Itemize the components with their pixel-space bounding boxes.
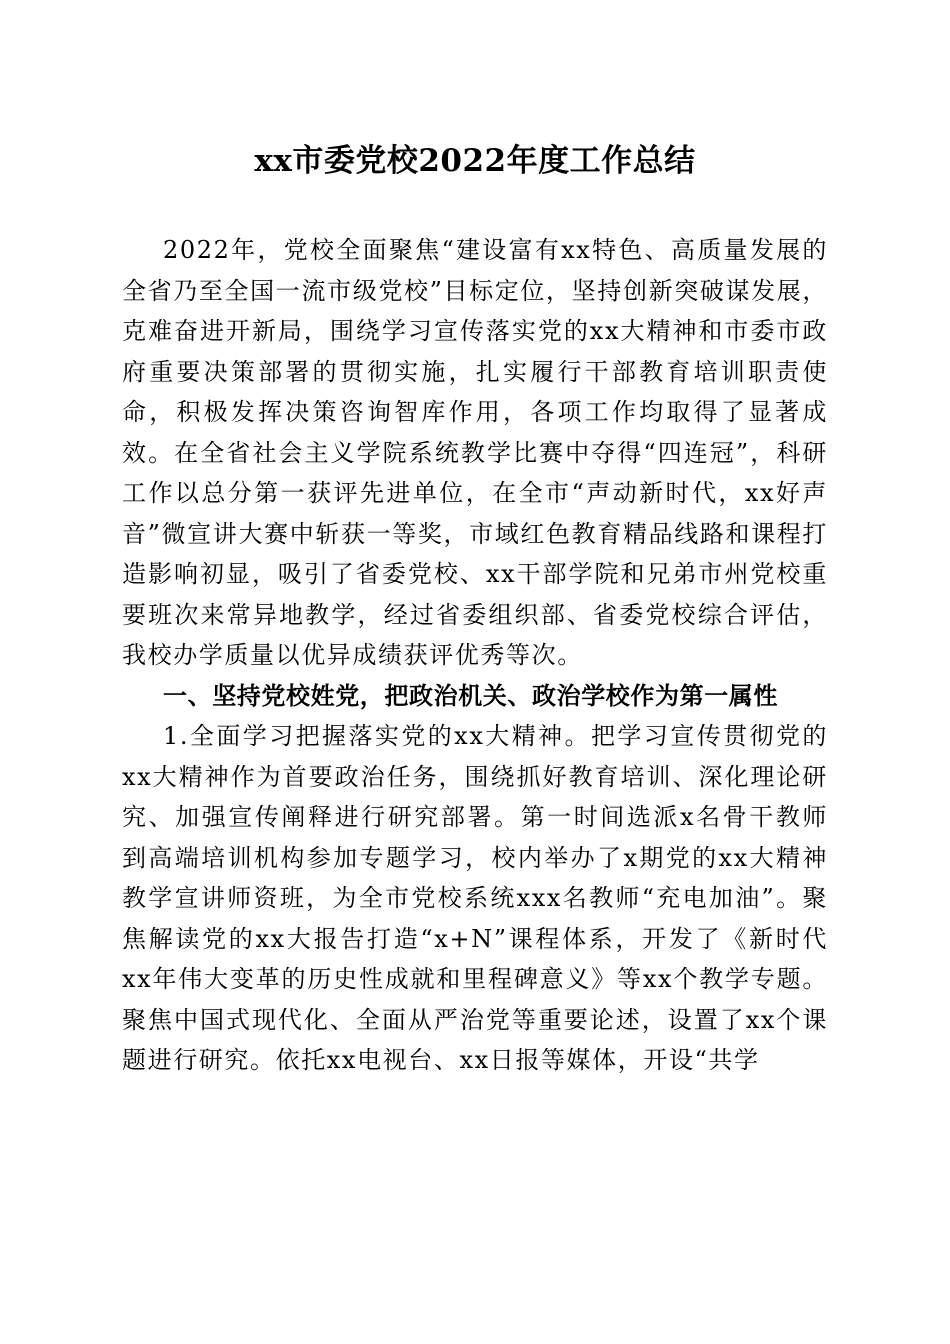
intro-paragraph: 2022年，党校全面聚焦“建设富有xx特色、高质量发展的全省乃至全国一流市级党校”目标定位，坚持创新突破谋发展，克难奋进开新局，围绕学习宣传落实党的xx大精神和市委市政府重要决策部署的贯彻实施，扎实履行干部教育培训职责使命，积极发挥决策咨询智库作用，各项工作均取得了显著成效。在全省社会主义学院系统教学比赛中夺得“四连冠”，科研工作以总分第一获评先进单位，在全市“声动新时代，xx好声音”微宣讲大赛中斩获一等奖，市域红色教育精品线路和课程打造影响初显，吸引了省委党校、xx干部学院和兄弟市州党校重要班次来常异地教学，经过省委组织部、省委党校综合评估，我校办学质量以优异成绩获评优秀等次。 (122, 236, 828, 669)
section-heading: 一、坚持党校姓党，把政治机关、政治学校作为第一属性 (163, 681, 778, 710)
document-title: xx市委党校2022年度工作总结 (254, 143, 696, 179)
item-paragraph: 1.全面学习把握落实党的xx大精神。把学习宣传贯彻党的xx大精神作为首要政治任务，围绕抓好教育培训、深化理论研究、加强宣传阐释进行研究部署。第一时间选派x名骨干教师到高端培训机构参加专题学习，校内举办了x期党的xx大精神教学宣讲师资班，为全市党校系统xxx名教师“充电加油”。聚焦解读党的xx大报告打造“x+N”课程体系，开发了《新时代xx年伟大变革的历史性成就和里程碑意义》等xx个教学专题。聚焦中国式现代化、全面从严治党等重要论述，设置了xx个课题进行研究。依托xx电视台、xx日报等媒体，开设“共学 (122, 722, 828, 1074)
document-body (122, 230, 828, 1081)
